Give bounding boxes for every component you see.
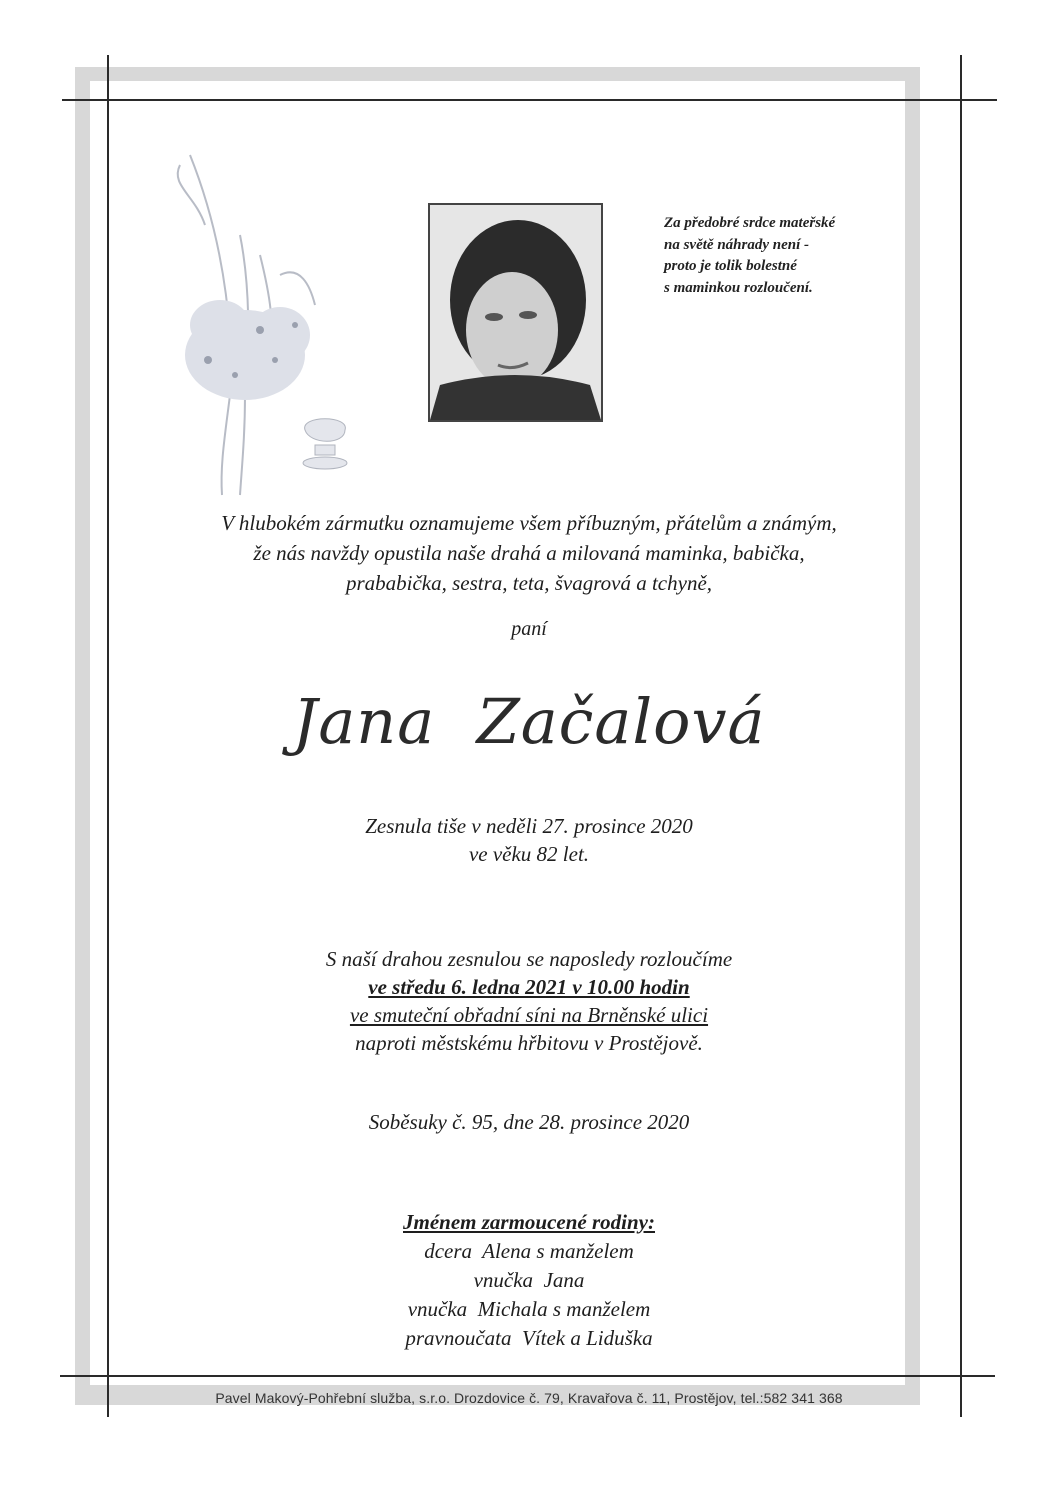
quote-line: s maminkou rozloučení.	[664, 279, 813, 296]
family-member: pravnoučata Vítek a Liduška	[405, 1326, 653, 1350]
announcement-text	[0, 508, 1058, 598]
funeral-venue: ve smuteční obřadní síni na Brněnské ulici	[349, 1003, 709, 1027]
portrait-photo	[428, 203, 603, 422]
memorial-quote	[664, 213, 904, 299]
age: ve věku 82 let.	[468, 842, 590, 866]
announcement-line: V hlubokém zármutku oznamujeme všem příbuzným, přátelům a známým,	[221, 511, 837, 535]
quote-line: na světě náhrady není -	[664, 236, 810, 253]
quote-line: Za předobré srdce mateřské	[664, 215, 836, 231]
bottom-rule	[60, 1375, 995, 1377]
death-date: Zesnula tiše v neděli 27. prosince 2020	[365, 814, 693, 838]
family-heading: Jménem zarmoucené rodiny:	[403, 1210, 655, 1234]
honorific: paní	[511, 618, 547, 640]
funeral-datetime: ve středu 6. ledna 2021 v 10.00 hodin	[368, 975, 690, 999]
funeral-venue-detail: naproti městskému hřbitovu v Prostějově.	[355, 1031, 703, 1055]
announcement-line: že nás navždy opustila naše drahá a milovaná maminka, babička,	[253, 541, 805, 565]
deceased-name: Jana Začalová	[292, 685, 766, 758]
flower-vase-illustration	[150, 145, 380, 500]
death-info	[0, 812, 1058, 868]
family-member: vnučka Jana	[473, 1268, 585, 1292]
family-member: dcera Alena s manželem	[424, 1239, 634, 1263]
family-member: vnučka Michala s manželem	[407, 1297, 651, 1321]
announcement-line: prababička, sestra, teta, švagrová a tchyně,	[345, 571, 713, 595]
family-signature	[0, 1208, 1058, 1353]
quote-line: proto je tolik bolestné	[664, 258, 797, 274]
funeral-info	[0, 945, 1058, 1057]
funeral-service-footer: Pavel Makový-Pohřební služba, s.r.o. Drozdovice č. 79, Kravařova č. 11, Prostějov, tel.:582 341 368	[215, 1390, 843, 1406]
funeral-intro: S naší drahou zesnulou se naposledy rozloučíme	[325, 947, 733, 971]
top-rule	[62, 99, 997, 101]
place-and-date: Soběsuky č. 95, dne 28. prosince 2020	[368, 1110, 690, 1134]
